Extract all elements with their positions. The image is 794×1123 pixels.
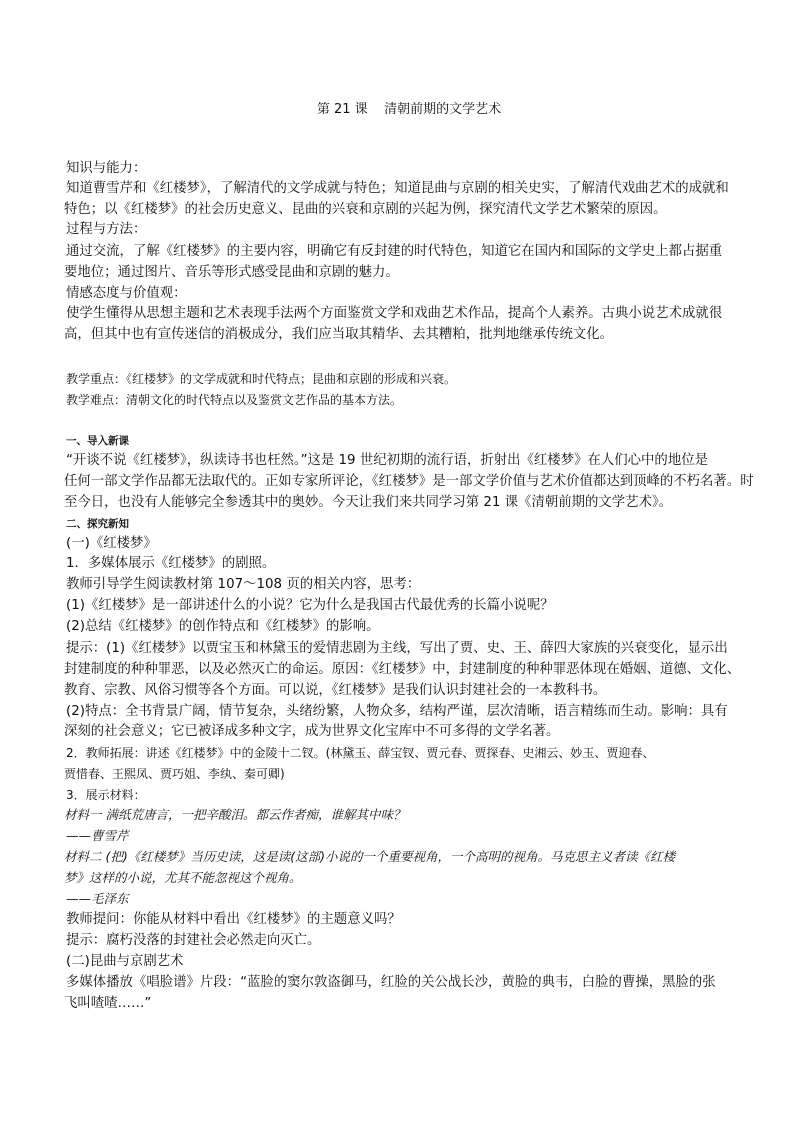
teacher-hint: 提示：腐朽没落的封建社会必然走向灭亡。 — [66, 933, 321, 948]
media-line: 飞叫喳喳……” — [64, 996, 152, 1011]
section-heading-explore: 二、探究新知 — [66, 518, 129, 530]
hint-line: 提示：(1)《红楼梦》以贾宝玉和林黛玉的爱情悲剧为主线，写出了贾、史、王、薛四大家族的兴衰变化，显示出 — [66, 641, 728, 656]
page-title: 第 21 课 清朝前期的文学艺术 — [316, 102, 502, 117]
knowledge-text-line: 特色；以《红楼梦》的社会历史意义、昆曲的兴衰和京剧的兴起为例，探究清代文学艺术繁荣的原因。 — [64, 202, 667, 217]
material-line: 材料二 (把)《红楼梦》当历史读，这是读(这部)小说的一个重要视角，一个高明的视角。马克思主义者读《红楼 — [64, 849, 675, 864]
emotion-text-line: 使学生懂得从思想主题和艺术表现手法两个方面鉴赏文学和戏曲艺术作品，提高个人素养。古典小说艺术成就很 — [66, 306, 723, 321]
process-text-line: 通过交流，了解《红楼梦》的主要内容，明确它有反封建的时代特色，知道它在国内和国际的文学史上都占据重 — [66, 244, 723, 259]
emotion-label: 情感态度与价值观： — [66, 286, 187, 301]
teacher-question: 教师提问：你能从材料中看出《红楼梦》的主题意义吗？ — [66, 912, 401, 927]
hint-line: 封建制度的种种罪恶，以及必然灭亡的命运。原因：《红楼梦》中，封建制度的种种罪恶体现在婚姻、道德、文化、 — [64, 662, 741, 677]
process-label: 过程与方法： — [66, 222, 147, 237]
emotion-text-line: 高，但其中也有宣传迷信的消极成分，我们应当取其精华、去其糟粕，批判地继承传统文化。 — [64, 327, 614, 342]
subsection-heading: (二)昆曲与京剧艺术 — [66, 954, 184, 969]
intro-line: 任何一部文学作品都无法取代的。正如专家所评论，《红楼梦》是一部文学价值与艺术价值都达到顶峰的不朽名著。时 — [64, 474, 754, 489]
knowledge-text-line: 知道曹雪芹和《红楼梦》，了解清代的文学成就与特色；知道昆曲与京剧的相关史实，了解清代戏曲艺术的成就和 — [66, 181, 729, 196]
item-line: 3．展示材料： — [66, 788, 146, 802]
item-line: 贾惜春、王熙凤、贾巧姐、李纨、秦可卿) — [64, 767, 285, 781]
item-line: 1．多媒体展示《红楼梦》的剧照。 — [66, 556, 276, 571]
process-text-line: 要地位；通过图片、音乐等形式感受昆曲和京剧的魅力。 — [64, 265, 399, 280]
intro-line: “开谈不说《红楼梦》，纵读诗书也枉然。”这是 19 世纪初期的流行语，折射出《红楼梦》在人们心中的地位是 — [66, 453, 708, 468]
hint-line: 深刻的社会意义；它已被译成多种文字，成为世界文化宝库中不可多得的文学名著。 — [64, 724, 560, 739]
media-line: 多媒体播放《唱脸谱》片段：“蓝脸的窦尔敦盗御马，红脸的关公战长沙，黄脸的典韦，白脸的曹操，黑脸的张 — [66, 975, 716, 990]
section-heading-intro: 一、导入新课 — [66, 435, 129, 447]
question-line: (1)《红楼梦》是一部讲述什么的小说？它为什么是我国古代最优秀的长篇小说呢？ — [66, 598, 554, 613]
material-source: ——毛泽东 — [66, 891, 129, 906]
guide-line: 教师引导学生阅读教材第 107～108 页的相关内容，思考： — [66, 577, 421, 592]
intro-line: 至今日，也没有人能够完全参透其中的奥妙。今天让我们来共同学习第 21 课《清朝前期的文学艺术》。 — [64, 495, 673, 510]
item-line: 2．教师拓展：讲述《红楼梦》中的金陵十二钗。(林黛玉、薛宝钗、贾元春、贾探春、史湘云、妙玉、贾迎春、 — [66, 746, 655, 760]
hint-line: 教育、宗教、风俗习惯等各个方面。可以说，《红楼梦》是我们认识封建社会的一本教科书。 — [64, 683, 607, 698]
difficulties: 教学难点：清朝文化的时代特点以及鉴赏文艺作品的基本方法。 — [66, 393, 403, 407]
material-line: 材料一 满纸荒唐言，一把辛酸泪。都云作者痴，谁解其中味？ — [64, 807, 406, 822]
hint-line: (2)特点：全书背景广阔，情节复杂，头绪纷繁，人物众多，结构严谨，层次清晰，语言精练而生动。影响：具有 — [66, 704, 728, 719]
knowledge-label: 知识与能力： — [66, 161, 147, 176]
material-source: ——曹雪芹 — [66, 828, 129, 843]
subsection-heading: (一)《红楼梦》 — [66, 536, 157, 551]
material-line: 梦》这样的小说，尤其不能忽视这个视角。 — [64, 870, 302, 885]
question-line: (2)总结《红楼梦》的创作特点和《红楼梦》的影响。 — [66, 619, 380, 634]
key-points: 教学重点：《红楼梦》的文学成就和时代特点；昆曲和京剧的形成和兴衰。 — [66, 372, 457, 386]
